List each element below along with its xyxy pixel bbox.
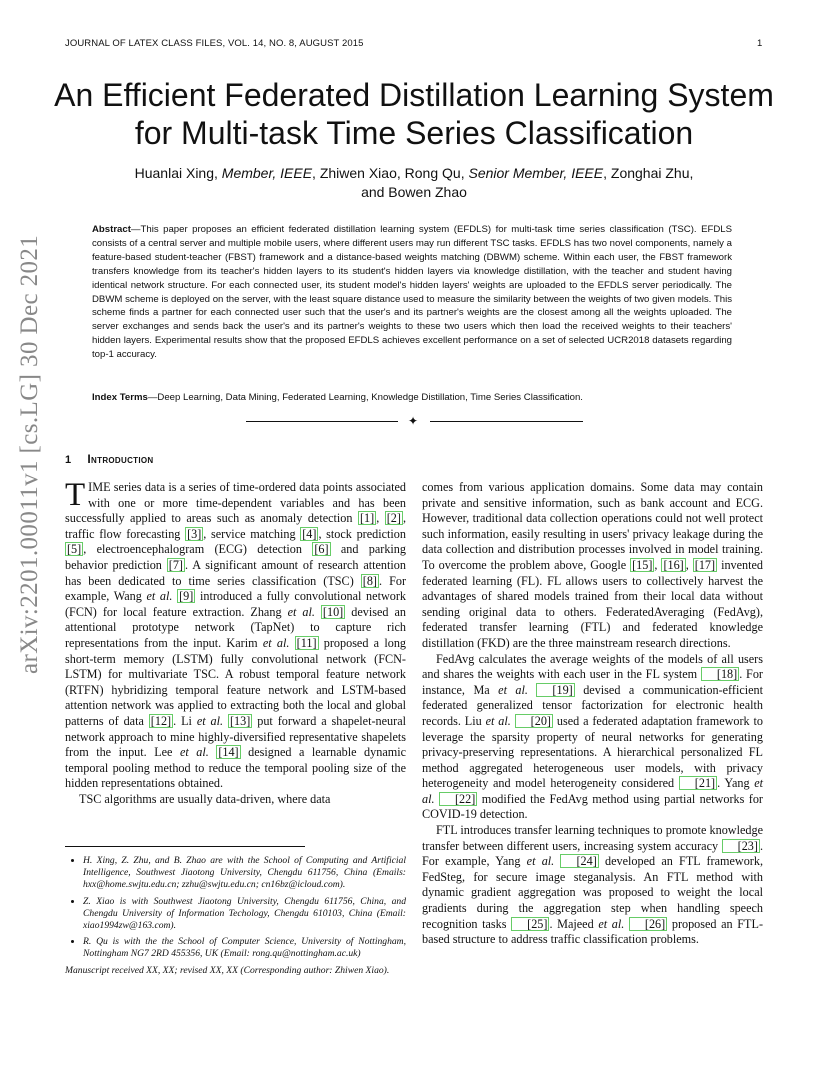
page-number: 1 [757,38,763,49]
divider-line-left [246,421,398,422]
body-text: . Yang [717,776,755,791]
citation-link[interactable]: [10] [322,604,344,619]
citation-link[interactable]: [17] [694,557,716,572]
body-text: . Li [173,713,197,728]
et-al: et al. [287,604,315,619]
body-text: designed a learnable dynamic temporal pooling method to reduce the temporal pooling size of the hidden representations obtained. [65,745,406,791]
body-text: introduced a fully convolutional network (FCN) for local feature extraction. Zhang [65,589,406,619]
intro-paragraph-3: comes from various application domains. Some data may contain private and sensitive information, such as bank account and ECG. However, traditional data collection operations could not well protect such information, easily resulting in users' privacy leakage during the data collection and distribution processes involved in model training. To overcome the problem above, Google [15] , [16] , [17] invented federated learning (FL). FL allows users to collectively harvest the advantages of shared models trained from their local data without sending original data to others. FederatedAveraging (FedAvg), federated transfer learning (FTL) and federated knowledge distillation (FKD) are the three mainstream research directions. [422,480,764,650]
body-text: and parking behavior prediction [65,542,406,572]
index-terms [92,391,732,405]
citation-link[interactable]: [1] [359,511,375,526]
body-text: proposed an FTL-based structure to address traffic classification problems. [422,916,764,947]
citation-link[interactable]: [20] [515,714,553,728]
citation-link[interactable]: [9] [179,589,194,604]
citation-link[interactable]: [19] [536,683,574,697]
et-al: et al. [179,745,209,760]
section-divider [246,416,583,426]
body-text: . For example, Yang [422,838,763,869]
abstract [92,223,732,362]
body-text: , electroencephalogram (ECG) detection [83,542,313,557]
et-al: et al. [422,776,763,806]
intro-paragraph-5 [422,823,763,948]
author-role: Senior Member, IEEE [468,165,604,181]
et-al: et al. [146,589,173,604]
citation-link[interactable]: [13] [230,713,251,728]
citation-link[interactable]: [23] [722,839,760,853]
citation-link[interactable]: [25] [511,917,549,931]
body-text: modified the FedAvg method using partial networks for COVID-19 detection. [422,791,763,822]
author-name: Zhiwen Xiao, [319,165,401,181]
abstract-text: —This paper proposes an efficient federated distillation learning system (EFDLS) for multi-task time series classification (TSC). EFDLS consists of a central server and multiple mobile users, where different users may run different TSC tasks. EFDLS has two novel components, namely a feature-based student-teacher (FBST) framework and a distance-based weights matching (DBWM) scheme. Within each user, the FBST framework transfers knowledge from its teacher's hidden layers to its student's hidden layers via knowledge distillation, with the teacher and student having identical network structure. For each connected user, its student model's hidden layers' weights are uploaded to the EFDLS server periodically. The DBWM scheme is deployed on the server, with the least square distance used to measure the similarity between the weights of two given models. This scheme finds a partner for each connected user such that the user's and its partner's weights are the closest among all the weights uploaded. The server exchanges and sends back the user's and its partner's weights to these two users which then load the received weights to their teachers' hidden layers. Experimental results show that the proposed EFDLS achieves excellent performance on a set of selected UCR2018 datasets regarding top-1 accuracy. [92,224,732,361]
body-text: . Majeed [549,916,599,931]
body-text: , traffic flow forecasting [65,511,407,541]
footnote-affiliation: • R. Qu is with the the School of Computer Science, University of Nottingham, Nottingham NG7 2RD 455356, UK (Email: rong.qu@nottingham.ac.uk) [83,936,406,960]
et-al: et al. [598,916,625,931]
citation-link[interactable]: [24] [560,854,598,868]
divider-line-right [430,421,583,422]
et-al: et al. [485,713,511,728]
body-text: developed an FTL framework, FedSteg, for secure image steganalysis. An FTL method with dynamic gradient aggregation was proposed to weight the local gradients during the aggregation step when handling speech recognition tasks [422,854,764,931]
footnote-rule [65,846,305,847]
citation-link[interactable]: [11] [296,635,317,650]
paper-title: An Efficient Federated Distillation Learning System for Multi-task Time Series Classification [54,77,774,151]
citation-link[interactable]: [18] [701,667,739,681]
body-text: devised a communication-efficient federated generalized tensor factorization for electronic health records. Liu [422,682,764,728]
body-text: invented federated learning (FL). FL allows users to collectively harvest the advantages of shared models trained from their local data without sending original data to others. FederatedAveraging (FedAvg), federated transfer learning (FTL) and federated knowledge distillation (FKD) are the three mainstream research directions. [422,557,764,650]
citation-link[interactable]: [8] [362,573,377,588]
citation-link[interactable]: [4] [302,526,317,541]
body-text: comes from various application domains. Some data may contain private and sensitive information, such as bank account and ECG. However, traditional data collection operations could not well protect such information, easily resulting in users' privacy leakage during the data collection and distribution processes involved in model training. To overcome the problem above, Google [422,480,763,572]
body-text: , service matching [203,526,301,541]
et-al: et al. [498,682,528,697]
body-text: FedAvg calculates the average weights of the models of all users and shares the weights with each user in the FL system [422,651,763,682]
section-heading [65,452,153,466]
body-text: . For instance, Ma [422,667,763,697]
intro-paragraph-2: TSC algorithms are usually data-driven, where data [79,791,331,806]
body-text: , stock prediction [318,526,406,541]
body-text: . For example, Wang [65,573,406,604]
body-text: used a federated adaptation framework to leverage the sparsity property of neural networks for generating privacy-preserving representations. A hierarchical personalized FL method aggregated heterogeneous user models, with privacy heterogeneity and model heterogeneity considered [422,713,763,791]
citation-link[interactable]: [7] [168,557,183,572]
section-number: 1 [65,454,72,466]
body-text: series data is a series of time-ordered data points associated with one or more time-dependent variables and has been successfully applied to areas such as anomaly detection [65,480,406,526]
author-role: Member, IEEE [221,165,313,181]
et-al: et al. [262,635,290,650]
citation-link[interactable]: [21] [679,776,717,790]
manuscript-note: Manuscript received XX, XX; revised XX, XX (Corresponding author: Zhiwen Xiao). [65,965,390,977]
diamond-icon: ✦ [408,414,419,428]
et-al: et al. [196,713,224,728]
author-name: Huanlai Xing, [134,165,218,181]
footnote-affiliation: • H. Xing, Z. Zhu, and B. Zhao are with the School of Computing and Artificial Intelligence, Southwest Jiaotong University, Chengdu 611756, China (Emails: hxx@home.swjtu.edu.cn; zzhu@swjtu.edu.cn; cn16bz@icloud.com). [83,855,406,891]
section-title: Introduction [87,452,154,466]
right-column [422,480,763,948]
author-list: Huanlai Xing, Member, IEEE, Zhiwen Xiao, Rong Qu, Senior Member, IEEE, Zonghai Zhu, and Bowen Zhao [134,165,694,200]
et-al: et al. [526,854,555,869]
citation-link[interactable]: [5] [67,542,82,557]
left-column [65,477,407,807]
author-name: Rong Qu, [404,165,465,181]
author-name: Zonghai Zhu, [610,165,694,181]
footnote-affiliation: • Z. Xiao is with Southwest Jiaotong University, Chengdu 611756, China, and Chengdu University of Information Techology, Chengdu 610103, China (Email: xiao1994zw@163.com). [83,896,406,932]
running-header: JOURNAL OF LATEX CLASS FILES, VOL. 14, NO. 8, AUGUST 2015 [65,38,364,49]
drop-cap: T [65,477,86,513]
index-terms-label: Index Terms [92,392,148,403]
citation-link[interactable]: [3] [187,526,202,541]
citation-link[interactable]: [22] [439,792,477,806]
author-name: and Bowen Zhao [361,184,467,200]
citation-link[interactable]: [14] [218,745,239,760]
first-word: IME [88,480,111,494]
citation-link[interactable]: [16] [663,557,684,572]
index-terms-text: —Deep Learning, Data Mining, Federated Learning, Knowledge Distillation, Time Series Classification. [147,392,583,403]
citation-link[interactable]: [26] [629,917,667,931]
citation-link[interactable]: [15] [632,557,653,572]
body-text: FTL introduces transfer learning techniques to promote knowledge transfer between different users, increasing system accuracy [422,823,763,853]
body-text: . A significant amount of research attention has been dedicated to time series classification (TSC) [65,557,406,588]
footnotes [65,855,406,977]
citation-link[interactable]: [6] [314,542,329,557]
citation-link[interactable]: [2] [386,511,401,526]
intro-paragraph-4 [422,652,763,824]
abstract-label: Abstract [92,224,131,235]
body-text: proposed a long short-term memory (LSTM) fully convolutional network (FCN-LSTM) for multivariate TSC. A robust temporal feature network (RTFN) hybridizing temporal feature network and LSTM-based attention network was applied to extracting both the local and global patterns of data [65,635,407,728]
citation-link[interactable]: [12] [150,713,172,728]
intro-paragraph-1: TIME series data is a series of time-ordered data points associated with one or more time-dependent variables and has been successfully applied to areas such as anomaly detection [1] , [2] , traffic flow forecasting [3] , service matching [4] , stock prediction [5] , electroencephalogram (ECG) detection [6] and parking behavior prediction [7] . A significant amount of research attention has been dedicated to time series classification (TSC) [8] . For example, Wang et al. [9] introduced a fully convolutional network (FCN) for local feature extraction. Zhang et al. [10] devised an attentional prototype network (TapNet) to capture rich representations from the input. Karim et al. [11] proposed a long short-term memory (LSTM) fully convolutional network (FCN-LSTM) for multivariate TSC. A robust temporal feature network (RTFN) hybridizing temporal feature network and LSTM-based attention network was applied to extracting both the local and global patterns of data [12] . Li et al. [13] put forward a shapelet-neural network approach to mine highly-diversified representative shapelets from the input. Lee et al. [14] designed a learnable dynamic temporal pooling method to reduce the temporal pooling size of the hidden representations obtained. [65,477,407,791]
body-text: devised an attentional prototype network (TapNet) to capture rich representations from the input. Karim [65,604,406,650]
body-text: put forward a shapelet-neural network approach to mine highly-diversified representative shapelets from the input. Lee [65,713,406,760]
arxiv-stamp: arXiv:2201.00011v1 [cs.LG] 30 Dec 2021 [16,234,43,674]
